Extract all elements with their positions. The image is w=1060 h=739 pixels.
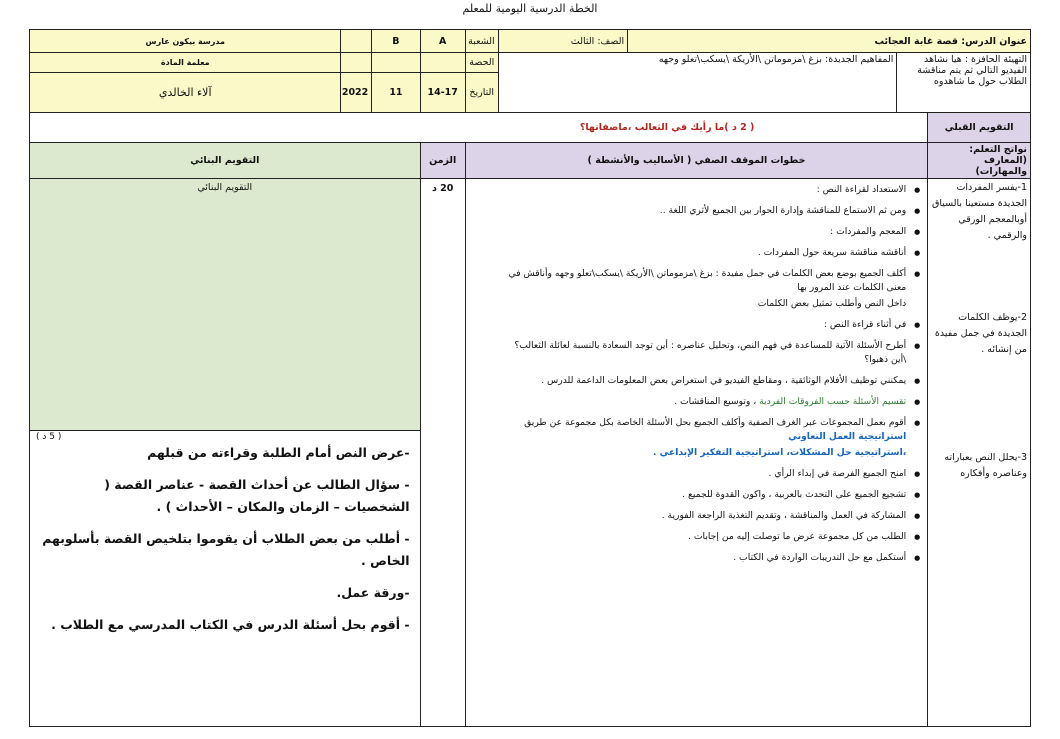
step-item: ● أناقشه مناقشة سريعة حول المفردات . <box>499 246 920 260</box>
page-title: الخطة الدرسية اليومية للمعلم <box>462 2 598 15</box>
outcome-item: 1-يفسر المفردات الجديدة مستعينا بالسياق أوبالمعجم الورقي والرقمي . <box>932 182 1027 241</box>
time-header: الزمن <box>420 143 465 179</box>
outcome-item: 3-يحلل النص بعباراته وعناصره وأفكاره <box>944 452 1027 479</box>
step-item: ● ومن ثم الاستماع للمناقشة وإدارة الحوار بين الجميع لأثري اللغة .. <box>499 204 920 218</box>
date-label-cell: التاريخ <box>465 73 498 113</box>
formative-item: -عرض النص أمام الطلبة وقراءته من قبلهم <box>147 445 410 460</box>
steps-list <box>469 183 924 565</box>
formative-item: -ورقة عمل. <box>336 585 410 600</box>
subject-teacher-cell: معلمة المادة <box>30 53 341 73</box>
cooperative-strategy-highlight: استراتيجية العمل التعاوني <box>788 431 907 442</box>
section-b-cell: B <box>372 30 420 53</box>
date-day-cell: 14-17 <box>420 73 465 113</box>
step-item: ● الطلب من كل مجموعة عرض ما توصلت إليه من إجابات . <box>499 530 920 544</box>
formative-item: - أطلب من بعض الطلاب أن يقوموا بتلخيص القصة بأسلوبهم الخاص . <box>42 531 410 568</box>
step-item: ● المعجم والمفردات : <box>499 225 920 239</box>
steps-cell <box>465 179 927 727</box>
step-item: ● الاستعداد لقراءة النص : <box>499 183 920 197</box>
steps-header: خطوات الموقف الصفي ( الأساليب والأنشطة ) <box>465 143 927 179</box>
formative-item: - أقوم بحل أسئلة الدرس في الكتاب المدرسي مع الطلاب . <box>51 617 410 632</box>
teacher-name-cell: آلاء الخالدي <box>30 73 341 113</box>
step-item: ● أستكمل مع حل التدريبات الواردة في الكتاب . <box>499 551 920 565</box>
differentiation-highlight: تقسيم الأسئلة حسب الفروقات الفردية <box>759 396 907 407</box>
section-a-cell: A <box>420 30 465 53</box>
step-item: ● المشاركة في العمل والمناقشة ، وتقديم التغذية الراجعة الفورية . <box>499 509 920 523</box>
step-item: ● في أثناء قراءة النص : <box>499 318 920 332</box>
step-item: ● أكلف الجميع بوضع بعض الكلمات في جمل مفيدة : بزغ \مزموماتن \الأريكة \يسكب\تعلو وجهه وأناقش في معنى الكلمات عند المرور بها <box>499 267 920 295</box>
formative-item: - سؤال الطالب عن أحداث القصة - عناصر القصة ( الشخصيات – الزمان والمكان – الأحداث ) . <box>104 477 410 514</box>
section-label-cell: الشعبة <box>465 30 498 53</box>
period-label-cell: الحصة <box>465 53 498 73</box>
outcome-item: 2-يوظف الكلمات الجديدة في جمل مفيدة من إنشائه . <box>934 312 1027 355</box>
step-item <box>499 416 920 444</box>
formative-time: ( 5 د ) <box>36 432 62 442</box>
step-item-continuation: ،استراتيجية حل المشكلات، استراتيجية التفكير الإبداعي . <box>652 447 907 458</box>
school-cell: مدرسة بيكون عارس <box>30 30 341 53</box>
date-year-cell: 2022 <box>341 73 372 113</box>
lesson-title-cell: عنوان الدرس: قصة غابة العجائب <box>628 30 1031 53</box>
outcomes-cell <box>928 179 1031 727</box>
formative-header: التقويم البنائي <box>30 143 421 179</box>
step-item <box>499 395 920 409</box>
lesson-plan-table <box>29 29 1031 727</box>
step-item: ● يمكنني توظيف الأفلام الوثائقية ، ومقاطع الفيديو في استعراض بعض المعلومات الداعمة للدرس . <box>499 374 920 388</box>
prior-assessment-label: التقويم القبلي <box>928 113 1031 143</box>
step-item-continuation: داخل النص وأطلب تمثيل بعض الكلمات <box>757 298 907 309</box>
grade-cell: الصف: الثالث <box>498 30 627 53</box>
new-concepts-cell: المفاهيم الجديدة: بزغ \مزموماتن \الأريكة \يسكب\تعلو وجهه <box>498 53 897 113</box>
prior-assessment-question: ( 2 د )ما رأيك في الثعالب ،ماصفاتها؟ <box>30 113 928 143</box>
warmup-cell: التهيئة الحافزة : هيا نشاهد الفيديو التالي ثم يتم مناقشة الطلاب حول ما شاهدوه <box>897 53 1031 113</box>
step-item: ● امنح الجميع الفرصة في إبداء الرأي . <box>499 467 920 481</box>
time-cell: 20 د <box>420 179 465 727</box>
date-month-cell: 11 <box>372 73 420 113</box>
formative-cell <box>30 431 421 727</box>
step-text: ، وتوسيع المناقشات . <box>674 396 757 407</box>
outcomes-header: نواتج التعلم: (المعارف والمهارات) <box>928 143 1031 179</box>
step-text: أقوم بعمل المجموعات عبر الغرف الصفية وأكلف الجميع بحل الأسئلة الخاصة بكل مجموعة عن طريق <box>524 417 907 428</box>
formative-top-label: التقويم البنائي <box>30 179 421 431</box>
step-item: ● أطرح الأسئلة الآتية للمساعدة في فهم النص، وتحليل عناصره : أين توجد السعادة بالنسبة لعائلة الثعالب؟ \أين ذهبوا؟ <box>499 339 920 367</box>
step-item: ● تشجيع الجميع على التحدث بالعربية ، واكون القدوة للجميع . <box>499 488 920 502</box>
